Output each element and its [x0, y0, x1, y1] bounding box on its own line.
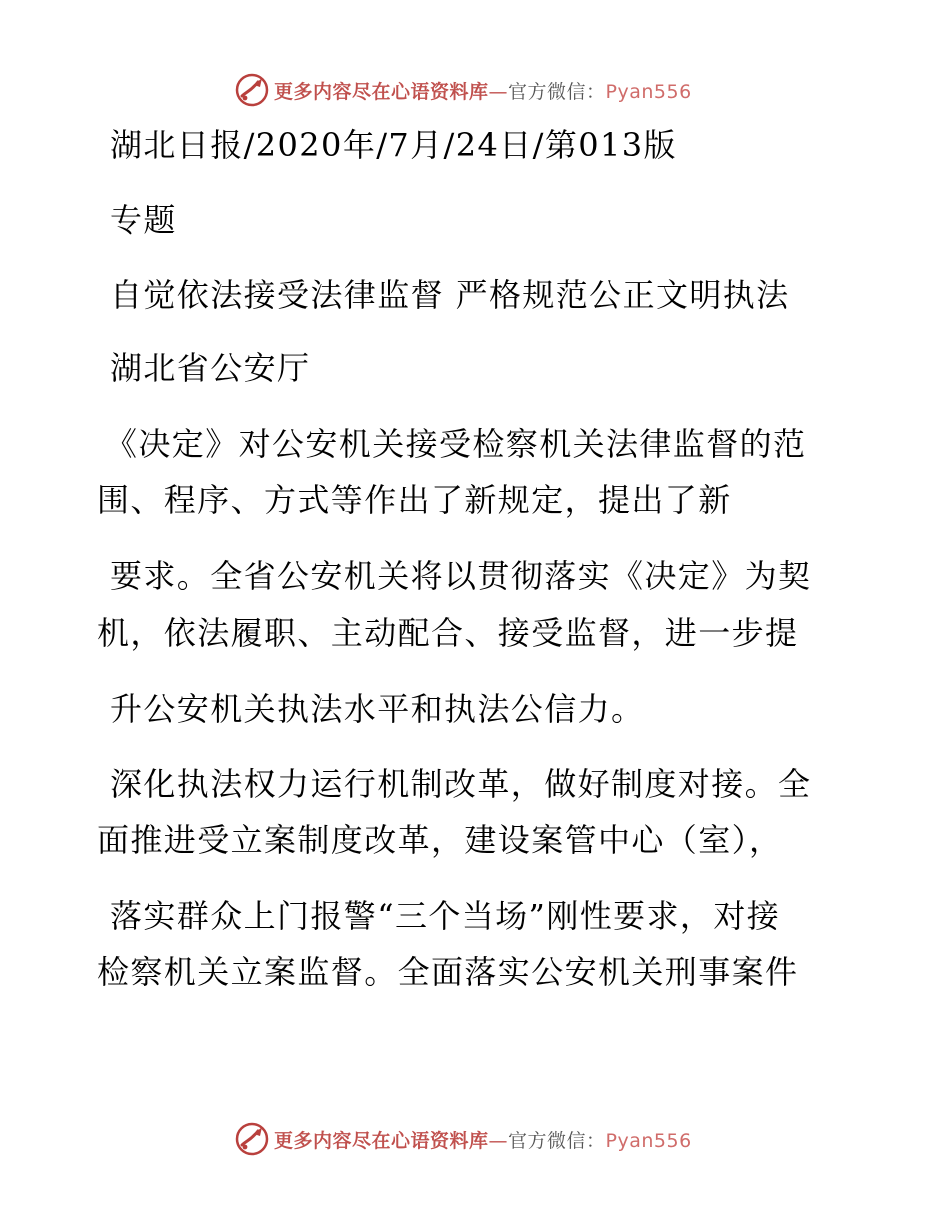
body-line: 机，依法履职、主动配合、接受监督，进一步提	[97, 614, 799, 652]
header-separator: —	[488, 80, 509, 103]
article-title: 自觉依法接受法律监督 严格规范公正文明执法	[110, 276, 790, 314]
footer-banner	[234, 1121, 692, 1157]
header-wechat-label: 官方微信：	[508, 80, 606, 103]
body-line: 深化执法权力运行机制改革，做好制度对接。全	[110, 765, 812, 803]
body-line: 升公安机关执法水平和执法公信力。	[110, 690, 645, 728]
footer-wechat-label: 官方微信：	[508, 1129, 606, 1152]
header-site-text: 更多内容尽在心语资料库	[274, 80, 489, 103]
body-line: 面推进受立案制度改革，建设案管中心（室），	[97, 821, 783, 859]
body-line: 要求。全省公安机关将以贯彻落实《决定》为契	[110, 557, 812, 595]
footer-separator: —	[488, 1129, 509, 1152]
body-line: 检察机关立案监督。全面落实公安机关刑事案件	[97, 953, 799, 991]
body-line: 围、程序、方式等作出了新规定，提出了新	[97, 481, 732, 519]
body-line: 落实群众上门报警“三个当场”刚性要求，对接	[110, 897, 781, 935]
header-banner	[234, 72, 692, 108]
body-line: 《决定》对公安机关接受检察机关法律监督的范	[105, 425, 807, 463]
site-logo-icon	[234, 72, 270, 108]
column-label: 专题	[110, 201, 177, 239]
site-logo-icon	[234, 1121, 270, 1157]
header-wechat-id: Pyan556	[605, 80, 692, 103]
footer-site-text: 更多内容尽在心语资料库	[274, 1129, 489, 1152]
footer-wechat-id: Pyan556	[605, 1129, 692, 1152]
article-author: 湖北省公安厅	[110, 349, 311, 387]
source-line: 湖北日报/2020年/7月/24日/第013版	[110, 126, 677, 164]
